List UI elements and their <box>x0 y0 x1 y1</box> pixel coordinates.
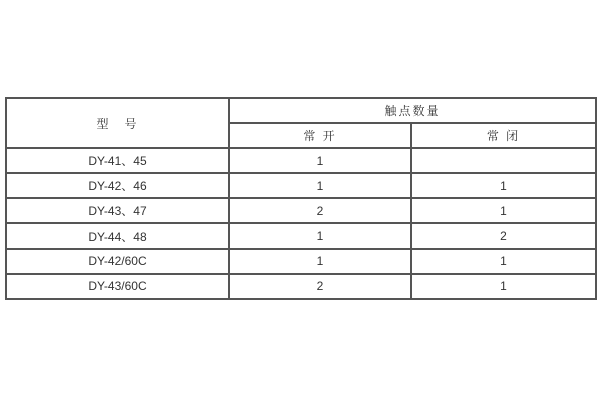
model-cell: DY-42/60C <box>6 249 229 274</box>
model-cell: DY-44、48 <box>6 223 229 248</box>
model-column-header: 型 号 <box>6 98 229 148</box>
normally-closed-cell <box>411 148 596 173</box>
normally-open-header: 常 开 <box>229 123 411 148</box>
table-row <box>6 223 596 248</box>
normally-closed-cell: 1 <box>411 249 596 274</box>
table-row <box>6 198 596 223</box>
table-row <box>6 249 596 274</box>
normally-closed-cell: 1 <box>411 198 596 223</box>
normally-open-cell: 1 <box>229 249 411 274</box>
normally-closed-cell: 2 <box>411 223 596 248</box>
model-cell: DY-43/60C <box>6 274 229 299</box>
model-cell: DY-41、45 <box>6 148 229 173</box>
model-cell: DY-42、46 <box>6 173 229 198</box>
normally-closed-header: 常 闭 <box>411 123 596 148</box>
normally-open-cell: 1 <box>229 148 411 173</box>
normally-open-cell: 2 <box>229 274 411 299</box>
table-row <box>6 173 596 198</box>
normally-closed-cell: 1 <box>411 173 596 198</box>
model-cell: DY-43、47 <box>6 198 229 223</box>
table-row <box>6 148 596 173</box>
contact-quantity-header: 触点数量 <box>229 98 596 123</box>
normally-closed-cell: 1 <box>411 274 596 299</box>
normally-open-cell: 1 <box>229 173 411 198</box>
contact-count-table <box>5 97 597 300</box>
normally-open-cell: 1 <box>229 223 411 248</box>
table-row <box>6 274 596 299</box>
normally-open-cell: 2 <box>229 198 411 223</box>
